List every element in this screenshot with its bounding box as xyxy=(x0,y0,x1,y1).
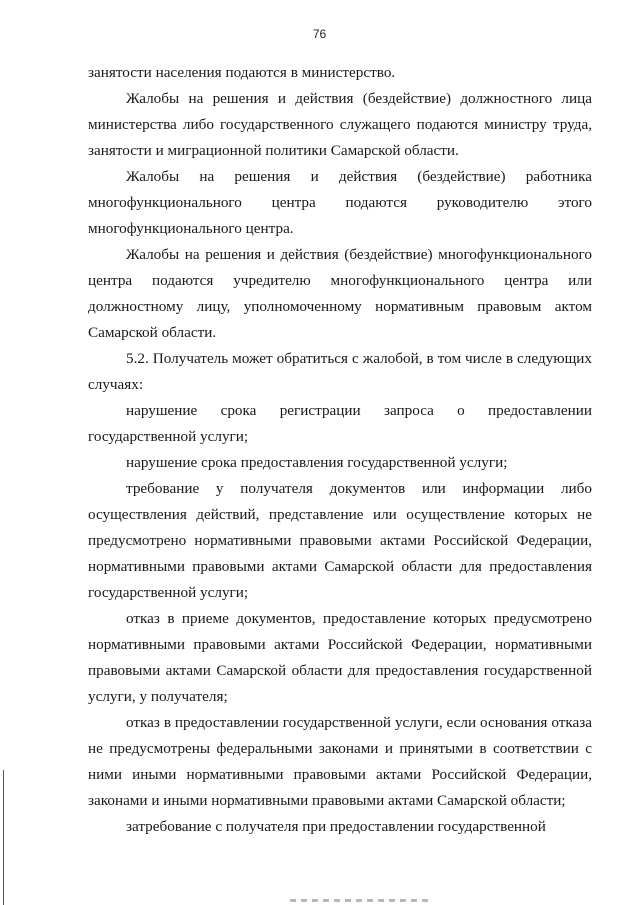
list-item-service-refusal: отказ в предоставлении государственной услуги, если основания отказа не предусмотрены федеральными законами и принятыми в соответствии с ними иными нормативными правовыми актами Российской Федерации, законами и иными нормативными правовыми актами Самарской области; xyxy=(88,714,592,809)
paragraph-section-5-2: 5.2. Получатель может обратиться с жалобой, в том числе в следующих случаях: xyxy=(88,350,592,393)
paragraph-complaints-mfc: Жалобы на решения и действия (бездействие) многофункционального центра подаются учредителю многофункционального центра или должностному лицу, уполномоченному нормативным правовым актом Самарской области. xyxy=(88,246,592,341)
list-item-document-refusal: отказ в приеме документов, предоставление которых предусмотрено нормативными правовыми актами Российской Федерации, нормативными правовыми актами Самарской области для предоставления государственной услуги, у получателя; xyxy=(88,610,592,705)
scan-artifact-bottom xyxy=(290,899,430,902)
list-item-registration-deadline: нарушение срока регистрации запроса о предоставлении государственной услуги; xyxy=(88,402,592,445)
list-item-fee-demand: затребование с получателя при предоставлении государственной xyxy=(126,818,546,835)
scan-artifact-line xyxy=(3,770,4,905)
paragraph-complaints-ministry: Жалобы на решения и действия (бездействие) должностного лица министерства либо государственного служащего подаются министру труда, занятости и миграционной политики Самарской области. xyxy=(88,90,592,159)
list-item-service-deadline: нарушение срока предоставления государственной услуги; xyxy=(126,454,508,471)
list-item-document-requirement: требование у получателя документов или информации либо осуществления действий, представление или осуществление которых не предусмотрено нормативными правовыми актами Российской Федерации, нормативными правовыми актами Самарской области для предоставления государственной услуги; xyxy=(88,480,592,601)
page-number: 76 xyxy=(312,27,327,41)
document-body xyxy=(88,60,592,840)
paragraph-continuation: занятости населения подаются в министерство. xyxy=(88,64,396,81)
paragraph-complaints-mfc-employee: Жалобы на решения и действия (бездействие) работника многофункционального центра подаются руководителю этого многофункционального центра. xyxy=(88,168,592,237)
